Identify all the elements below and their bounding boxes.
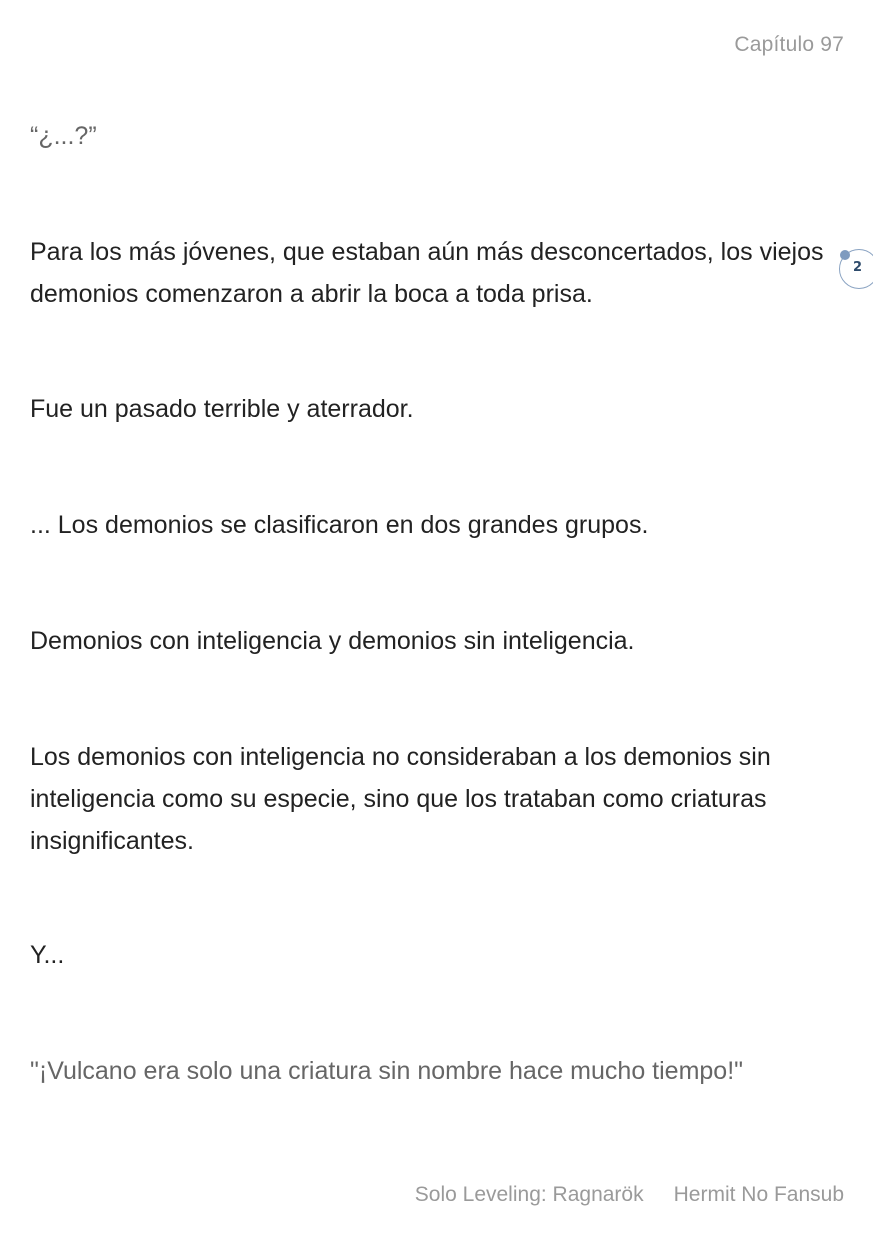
comment-indicator-dot-icon xyxy=(840,250,850,260)
paragraph: Para los más jóvenes, que estaban aún más desconcertados, los viejos demonios comenzaron a abrir la boca a toda prisa. xyxy=(30,238,824,308)
paragraph: Fue un pasado terrible y aterrador. xyxy=(30,395,414,423)
paragraph: “¿...?” xyxy=(30,122,97,150)
chapter-title: Capítulo 97 xyxy=(734,33,844,56)
comment-count: 2 xyxy=(853,260,863,275)
paragraph: Demonios con inteligencia y demonios sin inteligencia. xyxy=(30,627,635,655)
paragraph: ... Los demonios se clasificaron en dos grandes grupos. xyxy=(30,511,649,539)
quote-paragraph: "¡Vulcano era solo una criatura sin nombre hace mucho tiempo!" xyxy=(30,1057,744,1085)
page-footer xyxy=(415,1183,844,1207)
paragraph: Los demonios con inteligencia no consideraban a los demonios sin inteligencia como su especie, sino que los trataban como criaturas insignificantes. xyxy=(30,743,771,855)
translator-name: Hermit No Fansub xyxy=(673,1183,844,1206)
paragraph: Y... xyxy=(30,941,65,969)
novel-title: Solo Leveling: Ragnarök xyxy=(414,1183,644,1206)
